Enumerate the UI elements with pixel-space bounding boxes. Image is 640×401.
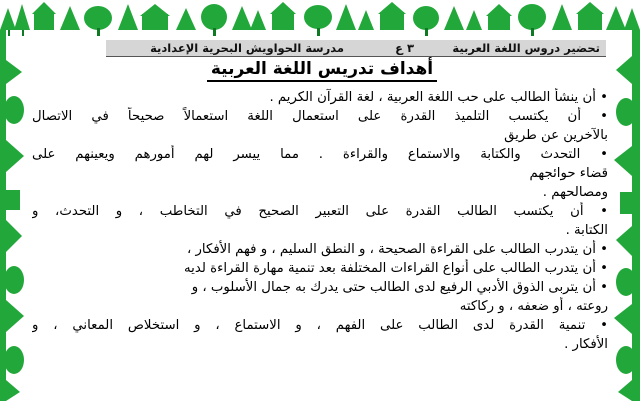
objective-line-continuation: ومصالحهم . <box>542 185 608 200</box>
objective-line: • أن ينشأ الطالب على حب اللغة العربية ، لغة القرآن الكريم . <box>32 88 608 107</box>
objective-line: • أن يتدرب الطالب على أنواع القراءات المختلفة بعد تنمية مهارة القراءة لديه <box>32 259 608 278</box>
objective-line-continuation: روعته ، أو ضعفه ، و ركاكته <box>459 299 608 314</box>
page-title-wrap <box>30 58 614 82</box>
objective-line: • أن يكتسب التلميذ القدرة على استعمال اللغة استعمالاً صحيحاً في الاتصال <box>32 107 608 126</box>
lesson-header-bar <box>106 40 606 57</box>
objective-line-continuation: الكتابة . <box>565 223 608 238</box>
objectives-list <box>32 88 608 354</box>
page-title: أهداف تدريس اللغة العربية <box>207 58 437 82</box>
header-school: مدرسة الحواويش البحرية الإعدادية <box>150 41 344 55</box>
objective-line: • أن يتربى الذوق الأدبي الرفيع لدى الطالب حتى يدرك به جمال الأسلوب ، و <box>32 278 608 297</box>
objective-line-continuation: بالآخرين عن طريق <box>504 128 608 143</box>
objective-line: • أن يكتسب الطالب القدرة على التعبير الصحيح في التخاطب ، و التحدث، و <box>32 202 608 221</box>
objective-line-continuation: الأفكار . <box>564 337 608 352</box>
header-grade: ٣ ع <box>395 41 414 55</box>
header-subject: تحضير دروس اللغة العربية <box>452 41 600 55</box>
objective-line: • التحدث والكتابة والاستماع والقراءة . مما ييسر لهم أمورهم ويعينهم على <box>32 145 608 164</box>
objective-line-continuation: قضاء حوائجهم <box>529 166 608 181</box>
document-page <box>30 38 614 401</box>
objective-line: • أن يتدرب الطالب على القراءة الصحيحة ، و النطق السليم ، و فهم الأفكار ، <box>32 240 608 259</box>
objective-line: • تنمية القدرة لدى الطالب على الفهم ، و الاستماع ، و استخلاص المعاني ، و <box>32 316 608 335</box>
